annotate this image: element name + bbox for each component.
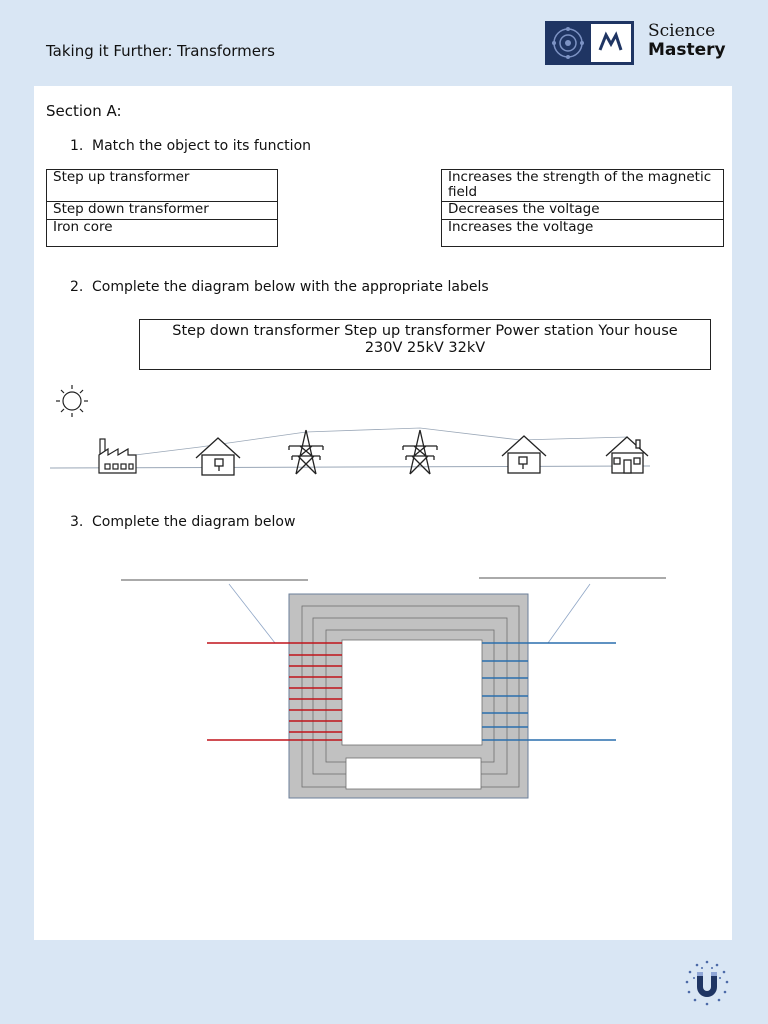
word-bank-box	[139, 319, 711, 370]
question-1-text: Match the object to its function	[92, 138, 312, 154]
function-cell: Increases the strength of the magnetic field	[442, 170, 724, 202]
section-title: Section A:	[46, 102, 122, 120]
objects-table	[46, 169, 278, 247]
function-cell: Decreases the voltage	[442, 202, 724, 220]
question-1	[70, 138, 311, 154]
function-cell: Increases the voltage	[442, 220, 724, 247]
question-2-text: Complete the diagram below with the appropriate labels	[92, 279, 489, 295]
word-bank-terms: Step down transformer Step up transformer Power station Your house	[172, 323, 678, 339]
brand-name	[648, 22, 726, 60]
magnet-logo-icon	[682, 958, 732, 1008]
functions-table	[441, 169, 724, 247]
question-2	[70, 279, 489, 295]
question-3	[70, 514, 295, 530]
brand-line-mastery: Mastery	[648, 40, 726, 60]
question-3-number: 3.	[70, 514, 84, 530]
question-3-text: Complete the diagram below	[92, 514, 296, 530]
object-cell: Iron core	[47, 220, 278, 247]
brand-line-science: Science	[648, 21, 716, 41]
question-1-number: 1.	[70, 138, 84, 154]
atom-logo-icon	[545, 21, 634, 65]
science-mastery-logo	[545, 21, 634, 65]
object-cell: Step up transformer	[47, 170, 278, 202]
word-bank-values: 230V 25kV 32kV	[364, 340, 486, 356]
question-2-number: 2.	[70, 279, 84, 295]
worksheet-title: Taking it Further: Transformers	[46, 42, 275, 60]
object-cell: Step down transformer	[47, 202, 278, 220]
